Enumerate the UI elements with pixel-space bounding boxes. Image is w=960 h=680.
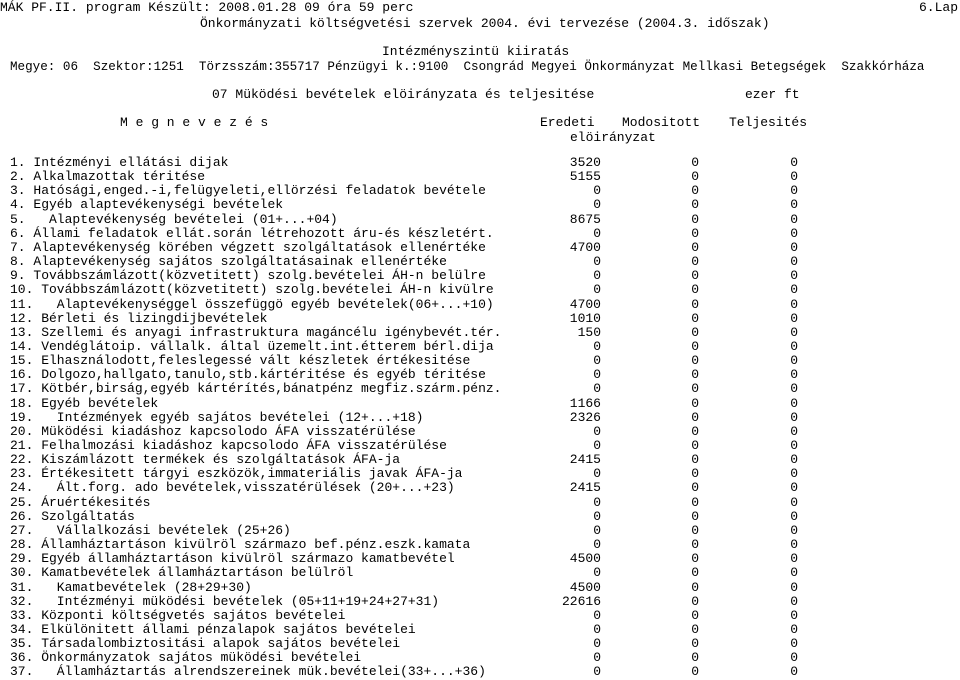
- actual-value: 0: [790, 466, 798, 482]
- actual-value: 0: [790, 494, 798, 510]
- modified-value: 0: [691, 183, 699, 199]
- table-row: [10, 636, 955, 651]
- modified-value: 0: [691, 381, 699, 397]
- actual-value: 0: [790, 225, 798, 241]
- actual-value: 0: [790, 268, 798, 284]
- row-label: 37. Államháztartás alrendszereinek mük.bevételei(33+...+36): [10, 664, 486, 680]
- section-title: Intézményszintü kiiratás: [382, 44, 570, 59]
- modified-value: 0: [691, 225, 699, 241]
- table-row: [10, 551, 955, 566]
- table-row: [10, 155, 955, 170]
- row-label: 26. Szolgáltatás: [10, 508, 135, 524]
- actual-value: 0: [790, 310, 798, 326]
- original-value: 0: [593, 650, 601, 666]
- row-label: 29. Egyéb államháztartáson kivülröl származo kamatbevétel: [10, 551, 455, 567]
- row-label: 20. Müködési kiadáshoz kapcsolodo ÁFA visszatérülése: [10, 423, 416, 439]
- modified-value: 0: [691, 338, 699, 354]
- row-label: 15. Elhasználodott,feleslegessé vált készletek értékesitése: [10, 353, 471, 369]
- actual-value: 0: [790, 579, 798, 595]
- actual-value: 0: [790, 621, 798, 637]
- row-label: 13. Szellemi és anyagi infrastruktura magáncélu igénybevét.tér.: [10, 324, 502, 340]
- modified-value: 0: [691, 664, 699, 680]
- original-value: 0: [593, 466, 601, 482]
- table-row: [10, 381, 955, 396]
- modified-value: 0: [691, 310, 699, 326]
- modified-value: 0: [691, 155, 699, 170]
- original-value: 1166: [569, 395, 601, 411]
- modified-value: 0: [691, 438, 699, 453]
- modified-value: 0: [691, 409, 699, 425]
- row-label: 9. Továbbszámlázott(közvetitett) szolg.bevételei ÁH-n belülre: [10, 268, 486, 284]
- modified-value: 0: [691, 282, 699, 298]
- actual-value: 0: [790, 169, 798, 185]
- row-label: 24. Ált.forg. ado bevételek,visszatérülések (20+...+23): [10, 480, 455, 496]
- table-row: [10, 297, 955, 312]
- actual-value: 0: [790, 522, 798, 538]
- table-row: [10, 452, 955, 467]
- row-label: 6. Állami feladatok ellát.során létrehozott áru-és készletért.: [10, 225, 494, 241]
- original-value: 0: [593, 621, 601, 637]
- table-row: [10, 268, 955, 283]
- actual-value: 0: [790, 565, 798, 581]
- original-value: 150: [577, 324, 601, 340]
- actual-value: 0: [790, 636, 798, 652]
- table-title: 07 Müködési bevételek elöirányzata és teljesitése: [212, 87, 595, 102]
- table-row: [10, 466, 955, 481]
- page-number: 6.Lap: [918, 0, 958, 15]
- row-label: 27. Vállalkozási bevételek (25+26): [10, 522, 291, 538]
- original-value: 0: [593, 268, 601, 284]
- actual-value: 0: [790, 607, 798, 623]
- table-row: [10, 183, 955, 198]
- modified-value: 0: [691, 593, 699, 609]
- row-label: 35. Társadalombiztositási alapok sajátos bevételei: [10, 636, 401, 652]
- table-row: [10, 650, 955, 665]
- original-value: 0: [593, 607, 601, 623]
- institution-line: Megye: 06 Szektor:1251 Törzsszám:355717 Pénzügyi k.:9100 Csongrád Megyei Önkormányzat Mellkasi Betegségek Szakkórháza: [10, 60, 925, 74]
- modified-value: 0: [691, 565, 699, 581]
- actual-value: 0: [790, 423, 798, 439]
- original-value: 0: [593, 636, 601, 652]
- actual-value: 0: [790, 650, 798, 666]
- table-row: [10, 608, 955, 623]
- original-value: 0: [593, 381, 601, 397]
- row-label: 2. Alkalmazottak téritése: [10, 169, 206, 185]
- actual-value: 0: [790, 296, 798, 312]
- table-row: [10, 410, 955, 425]
- original-value: 2326: [569, 409, 601, 425]
- original-value: 0: [593, 367, 601, 383]
- table-row: [10, 197, 955, 212]
- modified-value: 0: [691, 324, 699, 340]
- actual-value: 0: [790, 282, 798, 298]
- modified-value: 0: [691, 480, 699, 496]
- original-value: 22616: [561, 593, 601, 609]
- table-row: [10, 339, 955, 354]
- unit-label: ezer ft: [745, 87, 800, 102]
- original-value: 4700: [569, 239, 601, 255]
- actual-value: 0: [790, 367, 798, 383]
- column-header-original-sub: elöirányzat: [570, 130, 656, 145]
- row-label: 5. Alaptevékenység bevételei (01+...+04): [10, 211, 338, 227]
- row-label: 18. Egyéb bevételek: [10, 395, 159, 411]
- original-value: 2415: [569, 480, 601, 496]
- actual-value: 0: [790, 438, 798, 453]
- modified-value: 0: [691, 395, 699, 411]
- actual-value: 0: [790, 197, 798, 213]
- table-row: [10, 424, 955, 439]
- modified-value: 0: [691, 169, 699, 185]
- table-row: [10, 438, 955, 453]
- column-header-name: M e g n e v e z é s: [120, 115, 269, 130]
- modified-value: 0: [691, 607, 699, 623]
- row-label: 3. Hatósági,enged.-i,felügyeleti,ellörzési feladatok bevétele: [10, 183, 486, 199]
- table-row: [10, 396, 955, 411]
- table-row: [10, 282, 955, 297]
- original-value: 4500: [569, 551, 601, 567]
- modified-value: 0: [691, 579, 699, 595]
- modified-value: 0: [691, 551, 699, 567]
- row-label: 22. Kiszámlázott termékek és szolgáltatások ÁFA-ja: [10, 452, 401, 468]
- actual-value: 0: [790, 452, 798, 468]
- modified-value: 0: [691, 423, 699, 439]
- actual-value: 0: [790, 409, 798, 425]
- table-row: [10, 367, 955, 382]
- table-row: [10, 509, 955, 524]
- row-label: 23. Értékesitett tárgyi eszközök,immateriális javak ÁFA-ja: [10, 466, 463, 482]
- actual-value: 0: [790, 508, 798, 524]
- modified-value: 0: [691, 353, 699, 369]
- table-row: [10, 254, 955, 269]
- original-value: 4700: [569, 296, 601, 312]
- actual-value: 0: [790, 381, 798, 397]
- row-label: 25. Áruértékesités: [10, 494, 151, 510]
- table-row: [10, 664, 955, 679]
- modified-value: 0: [691, 367, 699, 383]
- modified-value: 0: [691, 466, 699, 482]
- actual-value: 0: [790, 664, 798, 680]
- row-label: 36. Önkormányzatok sajátos müködési bevételei: [10, 650, 362, 666]
- original-value: 0: [593, 338, 601, 354]
- row-label: 34. Elkülönitett állami pénzalapok sajátos bevételei: [10, 621, 416, 637]
- actual-value: 0: [790, 593, 798, 609]
- actual-value: 0: [790, 324, 798, 340]
- row-label: 14. Vendéglátoip. vállalk. által üzemelt.int.étterem bérl.dija: [10, 338, 494, 354]
- actual-value: 0: [790, 395, 798, 411]
- row-label: 11. Alaptevékenységgel összefüggö egyéb bevételek(06+...+10): [10, 296, 494, 312]
- modified-value: 0: [691, 636, 699, 652]
- modified-value: 0: [691, 452, 699, 468]
- row-label: 16. Dolgozo,hallgato,tanulo,stb.kártéritése és egyéb téritése: [10, 367, 486, 383]
- column-header-actual: Teljesités: [729, 115, 808, 130]
- actual-value: 0: [790, 537, 798, 553]
- row-label: 12. Bérleti és lizingdijbevételek: [10, 310, 268, 326]
- original-value: 0: [593, 664, 601, 680]
- row-label: 21. Felhalmozási kiadáshoz kapcsolodo ÁFA visszatérülése: [10, 438, 447, 453]
- original-value: 5155: [569, 169, 601, 185]
- actual-value: 0: [790, 551, 798, 567]
- report-subtitle: Önkormányzati költségvetési szervek 2004. évi tervezése (2004.3. időszak): [200, 16, 770, 31]
- table-row: [10, 240, 955, 255]
- actual-value: 0: [790, 480, 798, 496]
- report-header-info: MÁK PF.II. program Készült: 2008.01.28 09 óra 59 perc: [0, 0, 414, 15]
- modified-value: 0: [691, 621, 699, 637]
- actual-value: 0: [790, 155, 798, 170]
- table-row: [10, 311, 955, 326]
- row-label: 17. Kötbér,birság,egyéb kártérítés,bánatpénz megfiz.szárm.pénz.: [10, 381, 502, 397]
- table-row: [10, 353, 955, 368]
- original-value: 0: [593, 565, 601, 581]
- actual-value: 0: [790, 183, 798, 199]
- original-value: 0: [593, 282, 601, 298]
- modified-value: 0: [691, 211, 699, 227]
- table-row: [10, 325, 955, 340]
- actual-value: 0: [790, 211, 798, 227]
- original-value: 1010: [569, 310, 601, 326]
- original-value: 0: [593, 537, 601, 553]
- modified-value: 0: [691, 296, 699, 312]
- modified-value: 0: [691, 537, 699, 553]
- original-value: 2415: [569, 452, 601, 468]
- original-value: 4500: [569, 579, 601, 595]
- actual-value: 0: [790, 254, 798, 270]
- original-value: 0: [593, 254, 601, 270]
- row-label: 19. Intézmények egyéb sajátos bevételei (12+...+18): [10, 409, 424, 425]
- original-value: 0: [593, 197, 601, 213]
- original-value: 0: [593, 508, 601, 524]
- actual-value: 0: [790, 239, 798, 255]
- row-label: 8. Alaptevékenység sajátos szolgáltatásainak ellenértéke: [10, 254, 447, 270]
- row-label: 28. Államháztartáson kivülröl származo bef.pénz.eszk.kamata: [10, 537, 471, 553]
- original-value: 0: [593, 225, 601, 241]
- original-value: 3520: [569, 155, 601, 170]
- modified-value: 0: [691, 650, 699, 666]
- row-label: 1. Intézményi ellátási dijak: [10, 155, 229, 170]
- modified-value: 0: [691, 494, 699, 510]
- table-row: [10, 537, 955, 552]
- modified-value: 0: [691, 508, 699, 524]
- row-label: 31. Kamatbevételek (28+29+30): [10, 579, 252, 595]
- table-row: [10, 226, 955, 241]
- modified-value: 0: [691, 239, 699, 255]
- table-row: [10, 523, 955, 538]
- actual-value: 0: [790, 353, 798, 369]
- original-value: 0: [593, 494, 601, 510]
- table-row: [10, 495, 955, 510]
- modified-value: 0: [691, 522, 699, 538]
- column-header-modified: Modositott: [622, 115, 701, 130]
- row-label: 7. Alaptevékenység körében végzett szolgáltatások ellenértéke: [10, 239, 486, 255]
- original-value: 0: [593, 423, 601, 439]
- modified-value: 0: [691, 254, 699, 270]
- table-row: [10, 580, 955, 595]
- table-row: [10, 622, 955, 637]
- table-row: [10, 212, 955, 227]
- modified-value: 0: [691, 197, 699, 213]
- row-label: 4. Egyéb alaptevékenységi bevételek: [10, 197, 284, 213]
- actual-value: 0: [790, 338, 798, 354]
- table-row: [10, 594, 955, 609]
- modified-value: 0: [691, 268, 699, 284]
- row-label: 33. Központi költségvetés sajátos bevételei: [10, 607, 346, 623]
- table-row: [10, 480, 955, 495]
- original-value: 0: [593, 183, 601, 199]
- table-row: [10, 169, 955, 184]
- row-label: 30. Kamatbevételek államháztartáson belülröl: [10, 565, 354, 581]
- table-row: [10, 565, 955, 580]
- column-header-original: Eredeti: [540, 115, 595, 130]
- original-value: 0: [593, 522, 601, 538]
- original-value: 0: [593, 353, 601, 369]
- row-label: 32. Intézményi müködési bevételek (05+11+19+24+27+31): [10, 593, 440, 609]
- original-value: 0: [593, 438, 601, 453]
- row-label: 10. Továbbszámlázott(közvetitett) szolg.bevételei ÁH-n kivülre: [10, 282, 494, 298]
- original-value: 8675: [569, 211, 601, 227]
